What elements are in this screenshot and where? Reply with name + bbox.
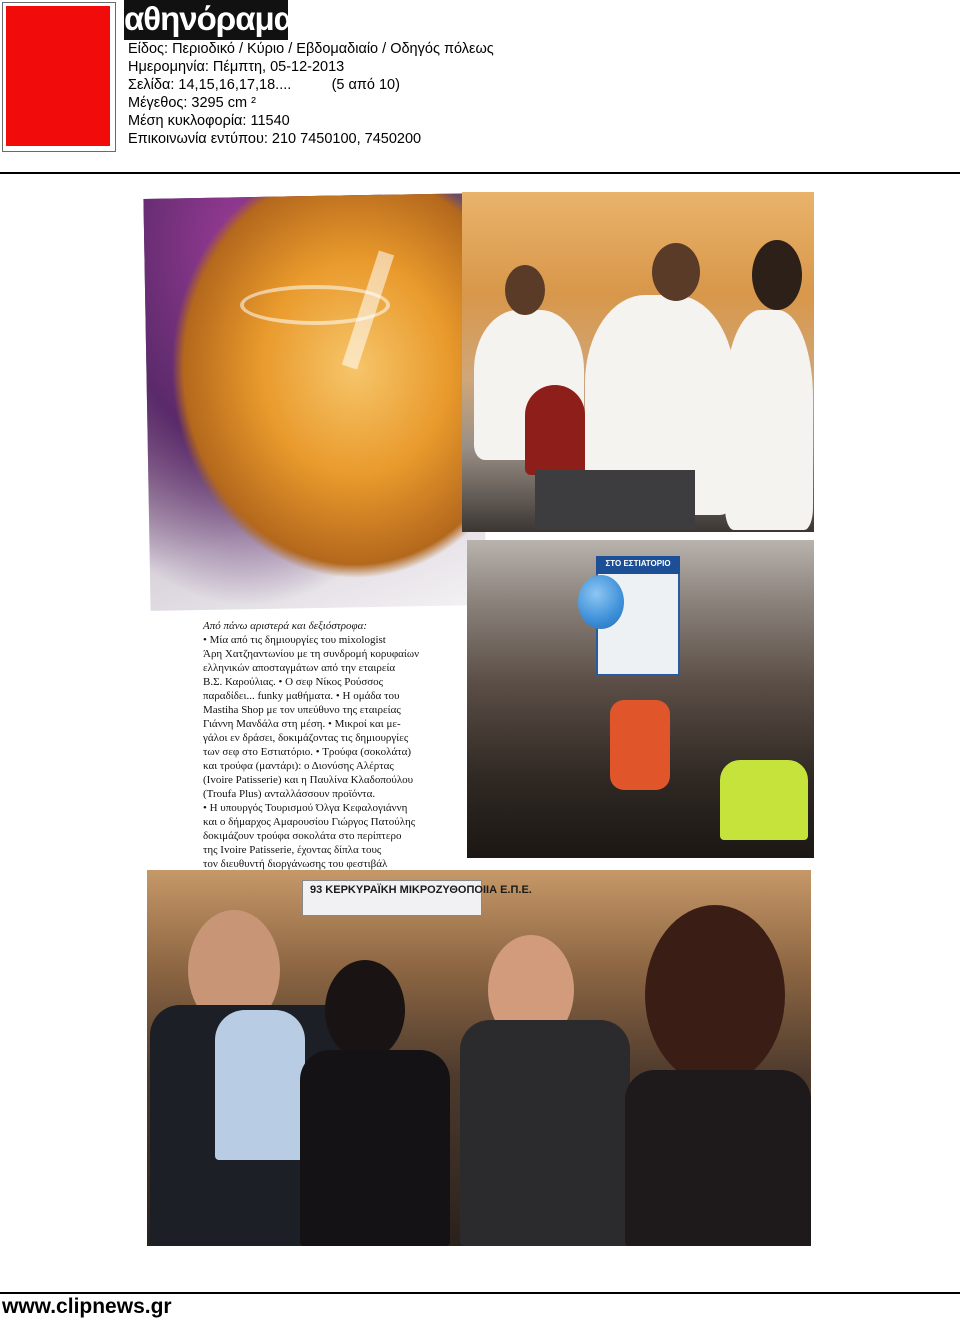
caption-line: Άρη Χατζηαντωνίου με τη συνδρομή κορυφαίων bbox=[203, 648, 420, 660]
caption-line: δοκιμάζουν τρούφα σοκολάτα στο περίπτερο bbox=[203, 830, 402, 842]
caption-line: παραδίδει... funky μαθήματα. • Η ομάδα του bbox=[203, 690, 400, 702]
caption-line: ελληνικών αποσταγμάτων από την εταιρεία bbox=[203, 662, 396, 674]
caption-line: της Ivoire Patisserie, έχοντας δίπλα τους bbox=[203, 844, 382, 856]
caption-line: και ο δήμαρχος Αμαρουσίου Γιώργος Πατούλης bbox=[203, 816, 416, 828]
photo-cocktail-jar bbox=[143, 193, 486, 611]
caption-line: • Η υπουργός Τουρισμού Όλγα Κεφαλογιάννη bbox=[203, 802, 408, 814]
person-minister-hair bbox=[325, 960, 405, 1060]
person-minister-dress bbox=[300, 1050, 450, 1246]
chef-right-head bbox=[752, 240, 802, 310]
header-divider bbox=[0, 172, 960, 174]
publication-logo: αθηνόραμα bbox=[124, 0, 288, 40]
footer-website-link[interactable]: www.clipnews.gr bbox=[2, 1295, 172, 1318]
meta-date: Ημερομηνία: Πέμπτη, 05-12-2013 bbox=[128, 59, 345, 75]
induction-cooker bbox=[535, 470, 695, 530]
caption-line: τον διευθυντή διοργάνωσης του φεστιβάλ bbox=[203, 858, 388, 870]
caption-line: των σεφ στο Εστιατόριο. • Τρούφα (σοκολάτα) bbox=[203, 746, 412, 758]
caption-line: και τρούφα (μαντάρι): ο Διονύσης Αλέρτας bbox=[203, 760, 394, 772]
meta-type: Είδος: Περιοδικό / Κύριο / Εβδομαδιαίο / Οδηγός πόλεως bbox=[128, 41, 494, 57]
visitor-orange-shirt bbox=[610, 700, 670, 790]
meta-circulation: Μέση κυκλοφορία: 11540 bbox=[128, 113, 290, 129]
booth-sign-text: 93 ΚΕΡΚΥΡΑΪΚΗ ΜΙΚΡΟΖΥΘΟΠΟΙΙΑ Ε.Π.Ε. bbox=[310, 884, 532, 896]
person-woman-hair bbox=[645, 905, 785, 1085]
person-mayor-shirt bbox=[215, 1010, 305, 1160]
person-woman-top bbox=[625, 1070, 811, 1246]
caption-heading: Από πάνω αριστερά και δεξιόστροφα: bbox=[203, 620, 368, 632]
child-green-shirt bbox=[720, 760, 808, 840]
page-thumbnail-red-area bbox=[6, 6, 110, 146]
meta-contact: Επικοινωνία εντύπου: 210 7450100, 7450200 bbox=[128, 131, 422, 147]
restaurant-banner-text: ΣΤΟ ΕΣΤΙΑΤΟΡΙΟ bbox=[605, 559, 671, 568]
blue-balloon bbox=[578, 575, 624, 629]
caption-line: (Troufa Plus) ανταλλάσσουν προϊόντα. bbox=[203, 788, 376, 800]
chef-left-head bbox=[505, 265, 545, 315]
chef-right bbox=[725, 310, 813, 530]
caption-line: Mastiha Shop με τον υπεύθυνο της εταιρείας bbox=[203, 704, 401, 716]
meta-size: Μέγεθος: 3295 cm ² bbox=[128, 95, 256, 111]
caption-line: Β.Σ. Καρούλιας. • Ο σεφ Νίκος Ρούσσος bbox=[203, 676, 384, 688]
person-director-jacket bbox=[460, 1020, 630, 1246]
caption-line: • Μία από τις δημιουργίες του mixologist bbox=[203, 634, 386, 646]
red-slicer-machine bbox=[525, 385, 585, 475]
caption-line: (Ivoire Patisserie) και η Παυλίνα Κλαδοπούλου bbox=[203, 774, 414, 786]
chef-center-head bbox=[652, 243, 700, 301]
meta-pages: Σελίδα: 14,15,16,17,18.... (5 από 10) bbox=[128, 77, 400, 93]
caption-line: Γιάννη Μανδάλα στη μέση. • Μικροί και με- bbox=[203, 718, 401, 730]
caption-line: γάλοι εν δράσει, δοκιμάζοντας τις δημιουργίες bbox=[203, 732, 409, 744]
